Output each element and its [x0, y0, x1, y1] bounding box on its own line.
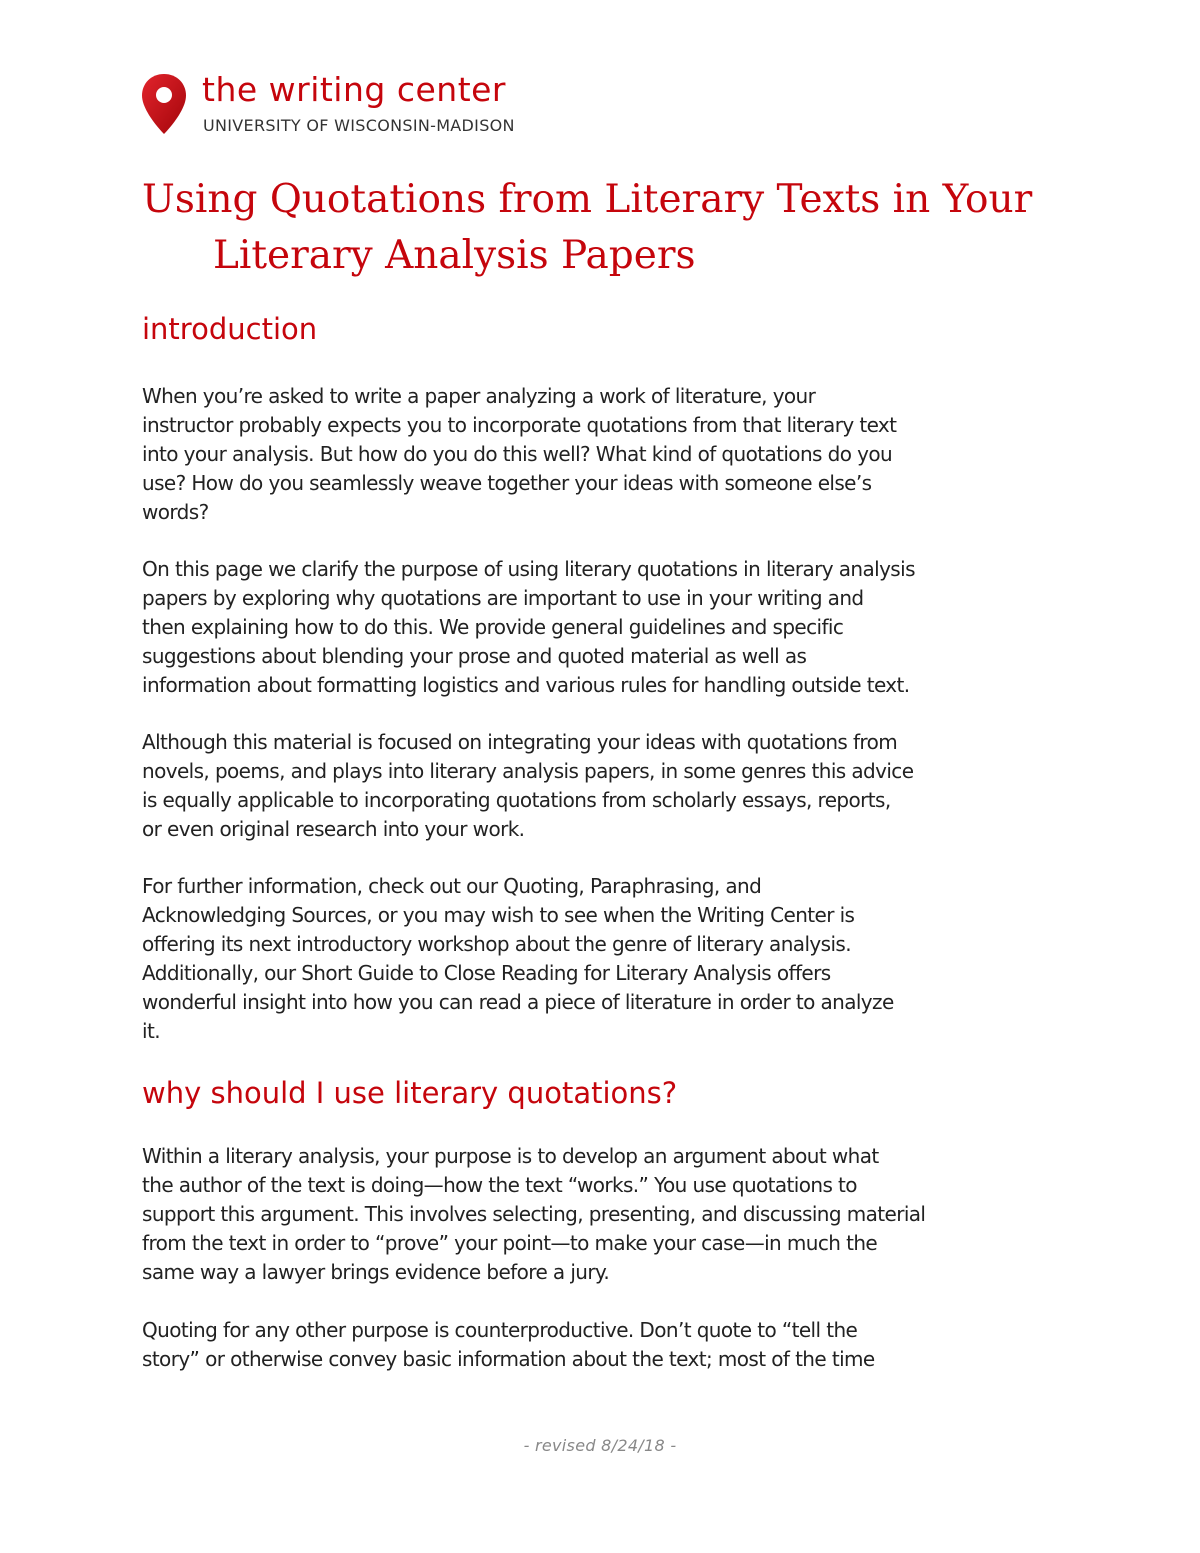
paragraph-line: suggestions about blending your prose and quoted material as well as: [142, 644, 807, 668]
paragraph-line: story” or otherwise convey basic information about the text; most of the time: [142, 1347, 875, 1371]
paragraph-line: same way a lawyer brings evidence before a jury.: [142, 1260, 610, 1284]
paragraph-line: novels, poems, and plays into literary analysis papers, in some genres this advice: [142, 759, 914, 783]
revision-footer: - revised 8/24/18 -: [523, 1436, 677, 1455]
paragraph-line: it.: [142, 1019, 160, 1043]
paragraph-line: instructor probably expects you to incorporate quotations from that literary text: [142, 413, 897, 437]
title-line-1: Using Quotations from Literary Texts in Your: [142, 177, 1033, 222]
section-heading-introduction: introduction: [142, 312, 318, 346]
paragraph: [142, 1316, 1072, 1374]
paragraph-line: Additionally, our Short Guide to Close Reading for Literary Analysis offers: [142, 961, 831, 985]
map-pin-icon: [140, 72, 188, 136]
paragraph: [142, 382, 1072, 527]
section-heading-why-quote: why should I use literary quotations?: [142, 1076, 678, 1110]
logo-subtitle: UNIVERSITY OF WISCONSIN-MADISON: [203, 116, 515, 135]
paragraph: [142, 872, 1072, 1046]
paragraph-line: then explaining how to do this. We provide general guidelines and specific: [142, 615, 844, 639]
paragraph-line: papers by exploring why quotations are important to use in your writing and: [142, 586, 864, 610]
writing-center-logo: [140, 72, 560, 136]
paragraph-line: When you’re asked to write a paper analyzing a work of literature, your: [142, 384, 816, 408]
document-title: [142, 172, 1102, 284]
paragraph: [142, 555, 1072, 700]
paragraph-line: offering its next introductory workshop about the genre of literary analysis.: [142, 932, 851, 956]
title-line-2: Literary Analysis Papers: [213, 233, 696, 278]
logo-title: the writing center: [202, 70, 507, 109]
paragraph-line: or even original research into your work.: [142, 817, 525, 841]
paragraph-line: Within a literary analysis, your purpose is to develop an argument about what: [142, 1144, 879, 1168]
paragraph-line: Although this material is focused on integrating your ideas with quotations from: [142, 730, 898, 754]
paragraph-line: information about formatting logistics and various rules for handling outside text.: [142, 673, 910, 697]
paragraph-line: support this argument. This involves selecting, presenting, and discussing material: [142, 1202, 926, 1226]
paragraph-line: Acknowledging Sources, or you may wish to see when the Writing Center is: [142, 903, 855, 927]
paragraph-line: wonderful insight into how you can read a piece of literature in order to analyze: [142, 990, 894, 1014]
paragraph-line: On this page we clarify the purpose of using literary quotations in literary analysis: [142, 557, 915, 581]
paragraph: [142, 1142, 1072, 1287]
paragraph-line: For further information, check out our Quoting, Paraphrasing, and: [142, 874, 762, 898]
paragraph-line: into your analysis. But how do you do this well? What kind of quotations do you: [142, 442, 893, 466]
paragraph-line: Quoting for any other purpose is counterproductive. Don’t quote to “tell the: [142, 1318, 858, 1342]
paragraph-line: the author of the text is doing—how the text “works.” You use quotations to: [142, 1173, 857, 1197]
paragraph-line: use? How do you seamlessly weave together your ideas with someone else’s: [142, 471, 872, 495]
paragraph-line: from the text in order to “prove” your point—to make your case—in much the: [142, 1231, 878, 1255]
paragraph: [142, 728, 1072, 844]
paragraph-line: is equally applicable to incorporating quotations from scholarly essays, reports,: [142, 788, 891, 812]
paragraph-line: words?: [142, 500, 209, 524]
